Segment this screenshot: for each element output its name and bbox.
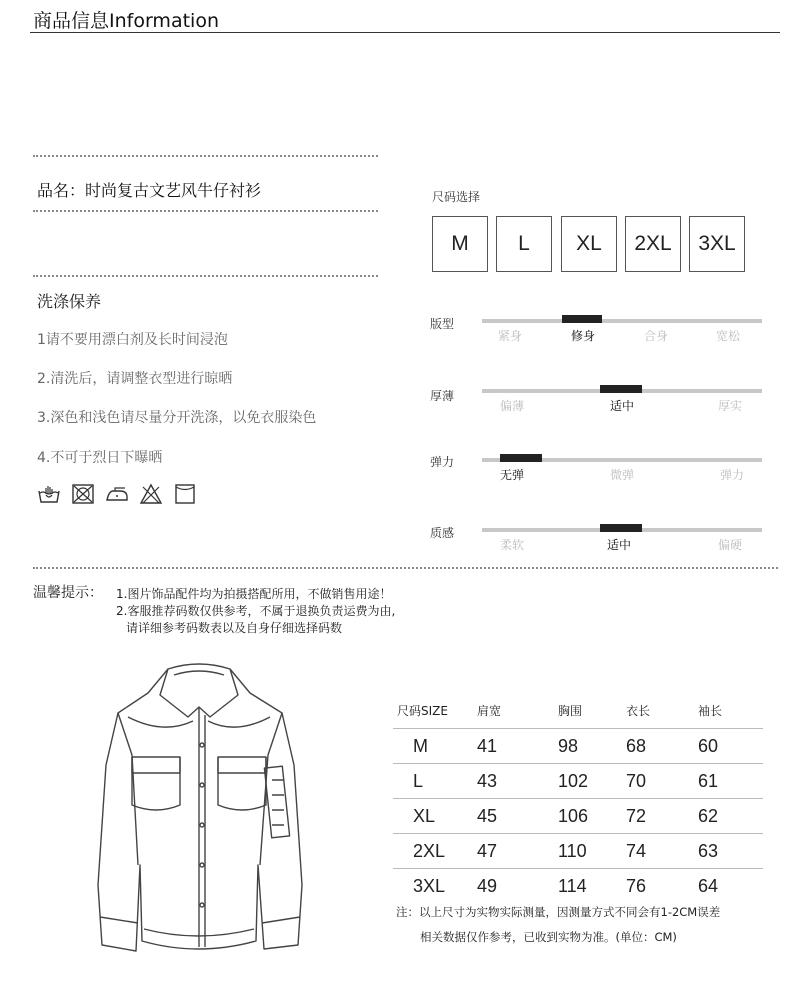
cell: 47 [477,840,498,861]
no-bleach-icon [139,482,163,506]
scale-marker [562,315,602,323]
notice-line: 请详细参考码数表以及自身仔细选择码数 [126,621,343,635]
cell: 102 [558,770,589,791]
scale-option: 厚实 [717,399,743,413]
scale-option: 微弹 [609,468,635,482]
cell-size: L [413,770,424,791]
care-item: 2.清洗后，请调整衣型进行晾晒 [37,371,233,387]
care-item: 1请不要用漂白剂及长时间浸泡 [37,332,228,348]
scale-option-selected: 适中 [606,538,632,552]
size-option-2xl[interactable]: 2XL [625,216,681,272]
table-row [393,869,763,903]
scale-marker [500,454,542,462]
col-length: 衣长 [626,703,651,718]
notice-line: 2.客服推荐码数仅供参考，不属于退换负责运费为由, [116,604,396,618]
scale-option: 合身 [643,329,669,343]
scale-option: 紧身 [497,329,523,343]
cell-size: M [413,735,428,756]
notice-line: 1.图片饰品配件均为拍摄搭配所用，不做销售用途！ [116,587,392,601]
attr-stretch-scale [482,458,762,482]
attr-thickness-label: 厚薄 [430,389,455,403]
size-option-xl[interactable]: XL [561,216,617,272]
table-row [393,728,763,764]
size-option-m[interactable]: M [432,216,488,272]
table-note: 注：以上尺寸为实物实际测量，因测量方式不同会有1-2CM误差 [396,905,721,919]
care-item: 3.深色和浅色请尽量分开洗涤，以免衣服染色 [37,410,317,426]
col-chest: 胸围 [558,703,583,718]
size-table [393,692,763,903]
care-title: 洗涤保养 [37,292,102,311]
divider [33,210,378,212]
cell: 68 [626,735,647,756]
no-tumble-dry-icon [71,482,95,506]
scale-marker [600,385,642,393]
size-option-3xl[interactable]: 3XL [689,216,745,272]
cell-size: 2XL [413,840,446,861]
notice-label: 温馨提示： [33,585,103,601]
scale-option: 柔软 [499,538,525,552]
scale-option-selected: 适中 [609,399,635,413]
size-option-l[interactable]: L [496,216,552,272]
care-item: 4.不可于烈日下曝晒 [37,450,163,466]
care-icons [37,482,197,506]
iron-icon [105,482,129,506]
scale-option: 偏硬 [717,538,743,552]
table-note: 相关数据仅作参考，已收到实物为准。(单位：CM) [420,930,677,944]
hand-wash-icon [37,482,61,506]
divider [33,155,378,157]
scale-option: 宽松 [715,329,741,343]
col-sleeve: 袖长 [698,703,723,718]
scale-option: 偏薄 [499,399,525,413]
cell-size: 3XL [413,875,446,896]
attr-texture-scale [482,528,762,552]
divider [33,275,378,277]
col-shoulder: 肩宽 [477,703,502,718]
scale-option-selected: 无弹 [499,468,525,482]
attr-thickness-scale [482,389,762,413]
cell: 98 [558,735,579,756]
cell: 64 [698,875,719,896]
table-header [393,692,763,728]
line-dry-icon [173,482,197,506]
shirt-sketch-image [88,655,313,965]
cell: 72 [626,805,647,826]
attr-texture-label: 质感 [430,526,455,540]
scale-marker [600,524,642,532]
cell: 110 [558,840,587,861]
scale-option-selected: 修身 [570,329,596,343]
divider [33,567,778,569]
cell: 76 [626,875,647,896]
cell: 106 [558,805,589,826]
cell-size: XL [413,805,436,826]
section-title: 商品信息Information [33,10,219,32]
scale-option: 弹力 [719,468,745,482]
attr-stretch-label: 弹力 [430,455,455,469]
cell: 62 [698,805,719,826]
table-row [393,764,763,799]
product-name: 品名：时尚复古文艺风牛仔衬衫 [37,181,262,200]
size-select-label: 尺码选择 [432,190,481,204]
header-divider [30,32,780,33]
cell: 45 [477,805,498,826]
cell: 74 [626,840,647,861]
cell: 114 [558,875,587,896]
cell: 43 [477,770,498,791]
cell: 49 [477,875,498,896]
cell: 41 [477,735,498,756]
col-size: 尺码SIZE [397,703,448,718]
cell: 70 [626,770,647,791]
attr-fit-scale [482,319,762,343]
attr-fit-label: 版型 [430,317,455,331]
cell: 61 [698,770,719,791]
table-row [393,799,763,834]
cell: 63 [698,840,719,861]
cell: 60 [698,735,719,756]
table-row [393,834,763,869]
